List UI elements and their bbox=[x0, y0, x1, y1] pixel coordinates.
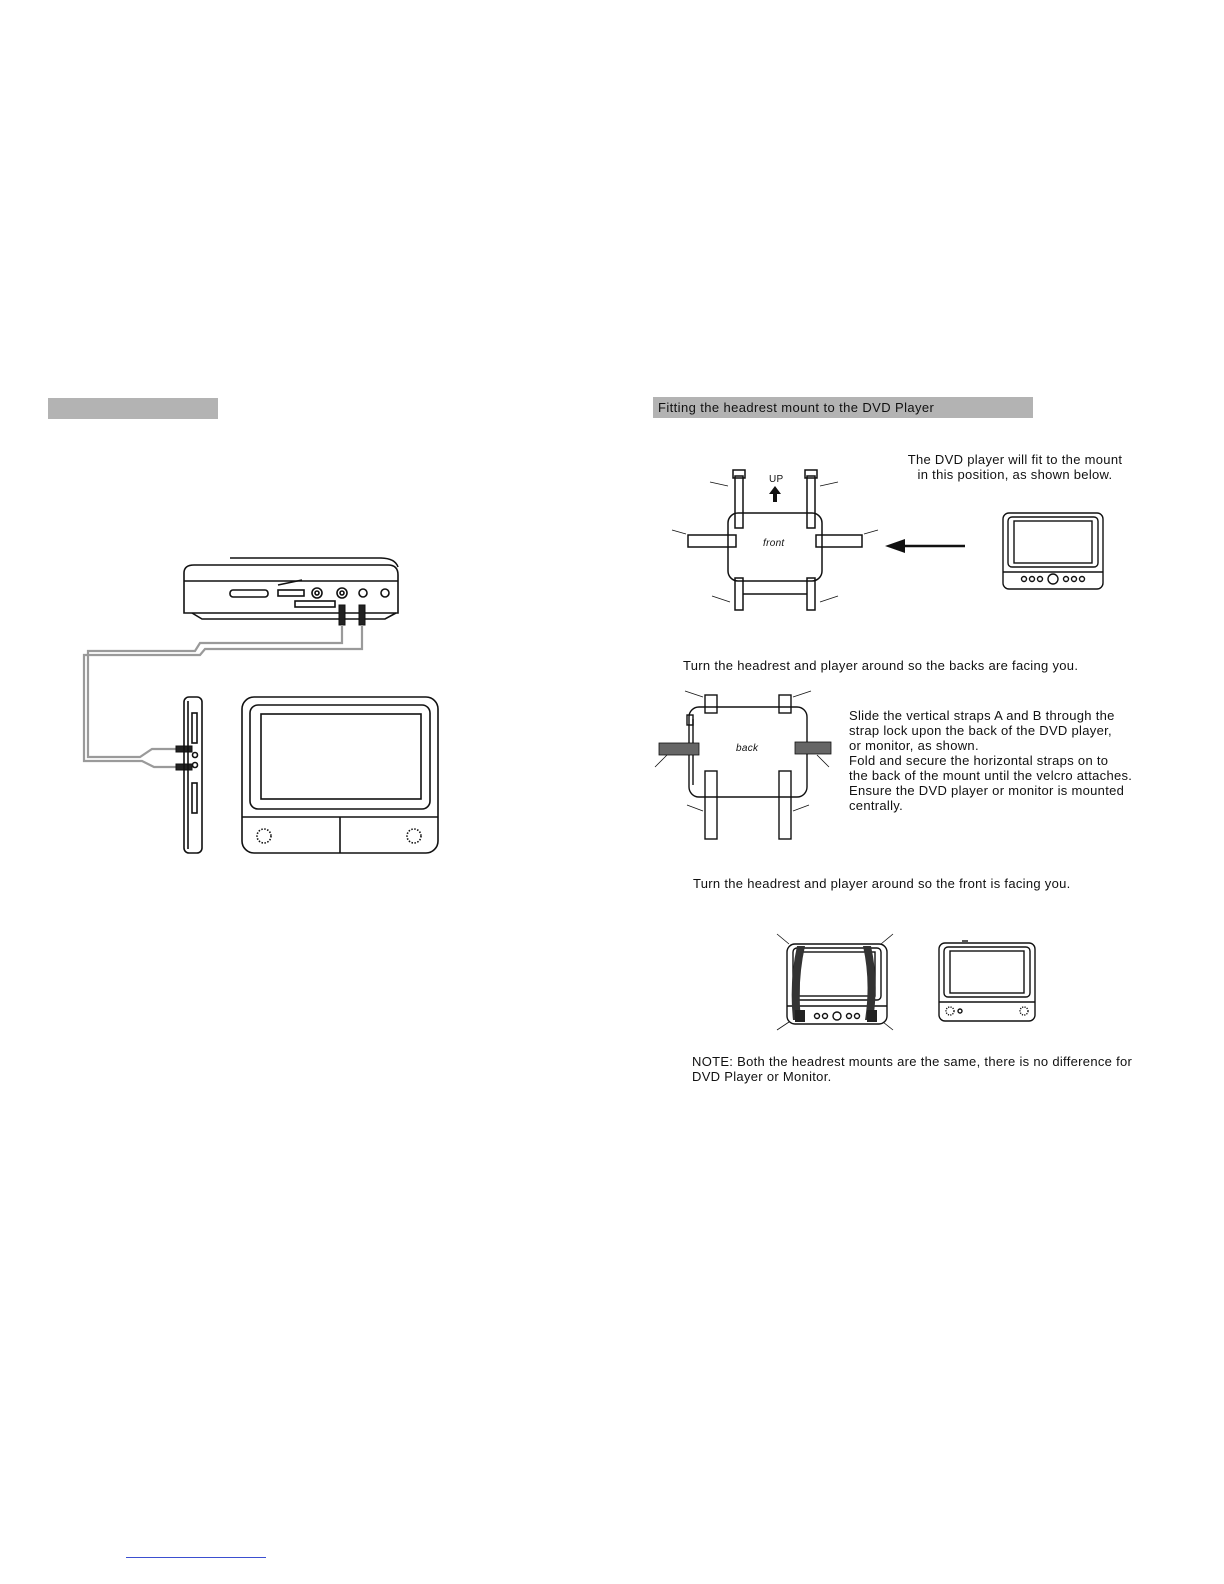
mounted-player-strapped bbox=[775, 932, 895, 1032]
arrow-up-icon bbox=[769, 486, 781, 502]
dvd-player-front-small bbox=[1002, 512, 1104, 590]
monitor-side-view bbox=[184, 697, 202, 853]
mounted-monitor-front bbox=[938, 940, 1036, 1022]
monitor-front-view bbox=[242, 697, 438, 853]
step1-note: The DVD player will fit to the mount in this position, as shown below. bbox=[907, 452, 1123, 482]
left-section-header-bar bbox=[48, 398, 218, 419]
step2-text: Slide the vertical straps A and B through the strap lock upon the back of the DVD player, or monitor, as shown. Fold and secure the horizontal straps on to the back of the mount until the velcro attaches. Ensure the DVD player or monitor is mounted centrally. bbox=[849, 708, 1133, 813]
step2-heading: Turn the headrest and player around so the backs are facing you. bbox=[683, 658, 1079, 673]
step3-heading: Turn the headrest and player around so the front is facing you. bbox=[693, 876, 1071, 891]
dvd-player-top-view bbox=[184, 558, 398, 619]
up-label: UP bbox=[769, 474, 784, 485]
front-label: front bbox=[763, 538, 785, 549]
av-plugs bbox=[339, 605, 365, 625]
link-underline bbox=[126, 1557, 266, 1558]
headrest-mount-back bbox=[655, 685, 835, 843]
note-text: NOTE: Both the headrest mounts are the same, there is no difference for DVD Player or Monitor. bbox=[692, 1054, 1133, 1084]
right-section-header: Fitting the headrest mount to the DVD Player bbox=[658, 400, 935, 415]
dvd-player-connection-diagram bbox=[80, 555, 460, 860]
right-section-header-bar bbox=[653, 397, 1033, 418]
back-label: back bbox=[736, 743, 759, 754]
av-cable bbox=[84, 625, 362, 767]
arrow-left-icon bbox=[885, 538, 967, 554]
